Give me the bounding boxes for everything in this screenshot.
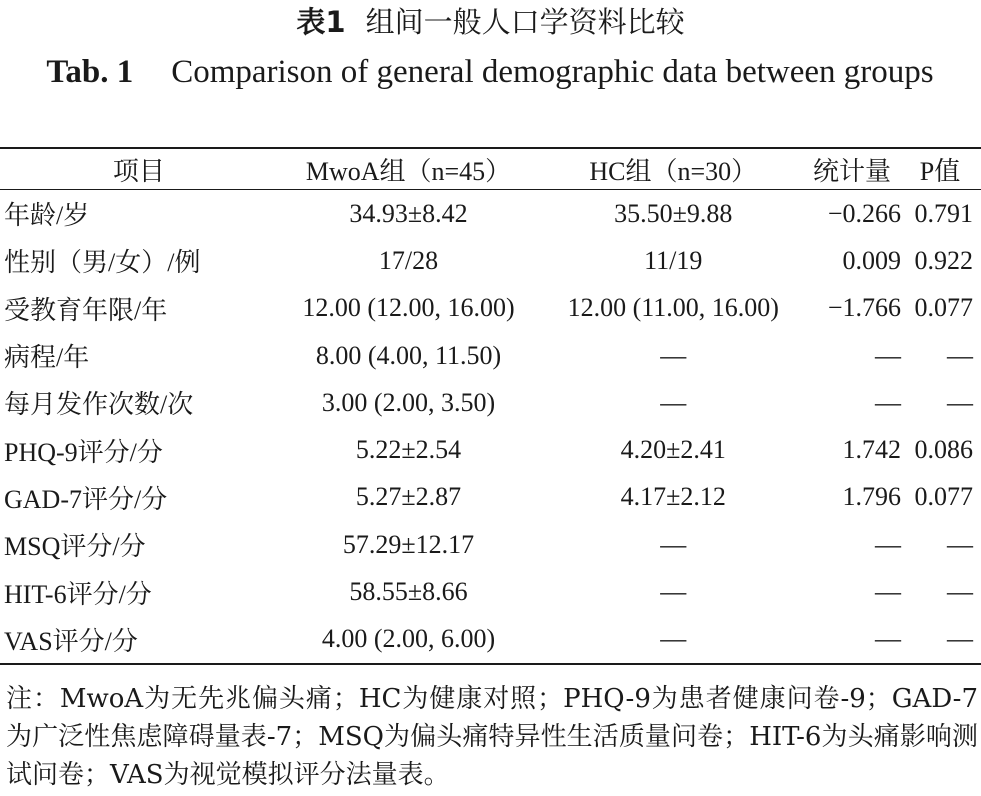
- cell-mwoa-value: 3.00 (2.00, 3.50): [321, 387, 496, 417]
- cell-hc-value: 4.17±2.12: [620, 482, 726, 512]
- cell-p-value: 0.077: [914, 482, 973, 512]
- header-hc-group: HC组（n=30）: [589, 156, 758, 186]
- cell-item: MSQ评分/分: [4, 532, 146, 562]
- cell-hc-value: —: [660, 529, 687, 559]
- cell-item: VAS评分/分: [4, 626, 138, 656]
- cell-hc-value: 4.20±2.41: [620, 435, 726, 465]
- cell-mwoa-value: 17/28: [378, 245, 439, 275]
- cell-p-value: —: [947, 340, 973, 370]
- table-label-english: Tab. 1: [46, 54, 134, 90]
- table-body: [0, 190, 981, 664]
- cell-hc-value: —: [660, 577, 687, 607]
- cell-item: HIT-6评分/分: [4, 579, 152, 609]
- cell-mwoa-value: 5.22±2.54: [355, 435, 462, 465]
- table-row: [0, 568, 981, 615]
- table-row: [0, 616, 981, 664]
- table-row: [0, 426, 981, 473]
- cell-mwoa-value: 12.00 (12.00, 16.00): [302, 293, 515, 323]
- cell-statistic: —: [875, 624, 901, 654]
- header-p-value: P值: [919, 156, 961, 186]
- cell-statistic: −0.266: [827, 198, 901, 228]
- cell-p-value: —: [947, 577, 973, 607]
- table-title-chinese: [0, 4, 981, 40]
- cell-mwoa-value: 8.00 (4.00, 11.50): [315, 340, 502, 370]
- cell-p-value: 0.077: [914, 293, 973, 323]
- cell-p-value: —: [947, 529, 973, 559]
- cell-item: GAD-7评分/分: [4, 484, 168, 514]
- cell-p-value: 0.791: [914, 198, 973, 228]
- cell-mwoa-value: 34.93±8.42: [349, 198, 468, 228]
- cell-statistic: —: [875, 387, 901, 417]
- cell-statistic: —: [875, 577, 901, 607]
- header-statistic: 统计量: [813, 156, 892, 186]
- cell-hc-value: 11/19: [644, 245, 703, 275]
- table-label-chinese: 表1: [296, 5, 346, 39]
- header-row: [0, 148, 981, 190]
- cell-hc-value: —: [660, 340, 687, 370]
- table-title-english: [40, 50, 940, 94]
- demographic-table: [0, 147, 981, 665]
- table-row: [0, 237, 981, 284]
- cell-mwoa-value: 57.29±12.17: [342, 529, 475, 559]
- cell-statistic: 0.009: [842, 245, 901, 275]
- cell-statistic: 1.742: [842, 435, 901, 465]
- header-mwoa-group: MwoA组（n=45）: [305, 156, 512, 186]
- table-row: [0, 521, 981, 568]
- cell-p-value: 0.086: [914, 435, 973, 465]
- table-title-chinese-text: 组间一般人口学资料比较: [365, 5, 685, 39]
- cell-mwoa-value: 58.55±8.66: [349, 577, 468, 607]
- cell-p-value: 0.922: [914, 245, 973, 275]
- cell-item: 每月发作次数/次: [4, 390, 194, 420]
- table-row: [0, 190, 981, 238]
- cell-statistic: −1.766: [827, 293, 901, 323]
- cell-item: 受教育年限/年: [4, 295, 168, 325]
- cell-item: 年龄/岁: [4, 201, 90, 231]
- cell-statistic: —: [875, 340, 901, 370]
- cell-statistic: 1.796: [842, 482, 901, 512]
- cell-statistic: —: [875, 529, 901, 559]
- table-row: [0, 285, 981, 332]
- table-row: [0, 379, 981, 426]
- cell-p-value: —: [947, 387, 973, 417]
- cell-hc-value: —: [660, 387, 687, 417]
- table-note: 注：MwoA为无先兆偏头痛；HC为健康对照；PHQ-9为患者健康问卷-9；GAD-7为广泛性焦虑障碍量表-7；MSQ为偏头痛特异性生活质量问卷；HIT-6为头痛影响测试问卷；VAS为视觉模拟评分法量表。: [6, 684, 978, 790]
- cell-mwoa-value: 5.27±2.87: [355, 482, 462, 512]
- table-header: [0, 148, 981, 190]
- cell-item: 病程/年: [4, 343, 90, 373]
- cell-hc-value: 12.00 (11.00, 16.00): [567, 293, 779, 323]
- cell-item: PHQ-9评分/分: [4, 437, 163, 467]
- header-item: 项目: [112, 156, 165, 186]
- table-row: [0, 332, 981, 379]
- cell-p-value: —: [947, 624, 973, 654]
- cell-mwoa-value: 4.00 (2.00, 6.00): [321, 624, 496, 654]
- cell-hc-value: 35.50±9.88: [614, 198, 733, 228]
- cell-hc-value: —: [660, 624, 687, 654]
- table-row: [0, 474, 981, 521]
- cell-item: 性别（男/女）/例: [4, 248, 201, 278]
- table-title-english-text: Comparison of general demographic data between groups: [171, 54, 934, 90]
